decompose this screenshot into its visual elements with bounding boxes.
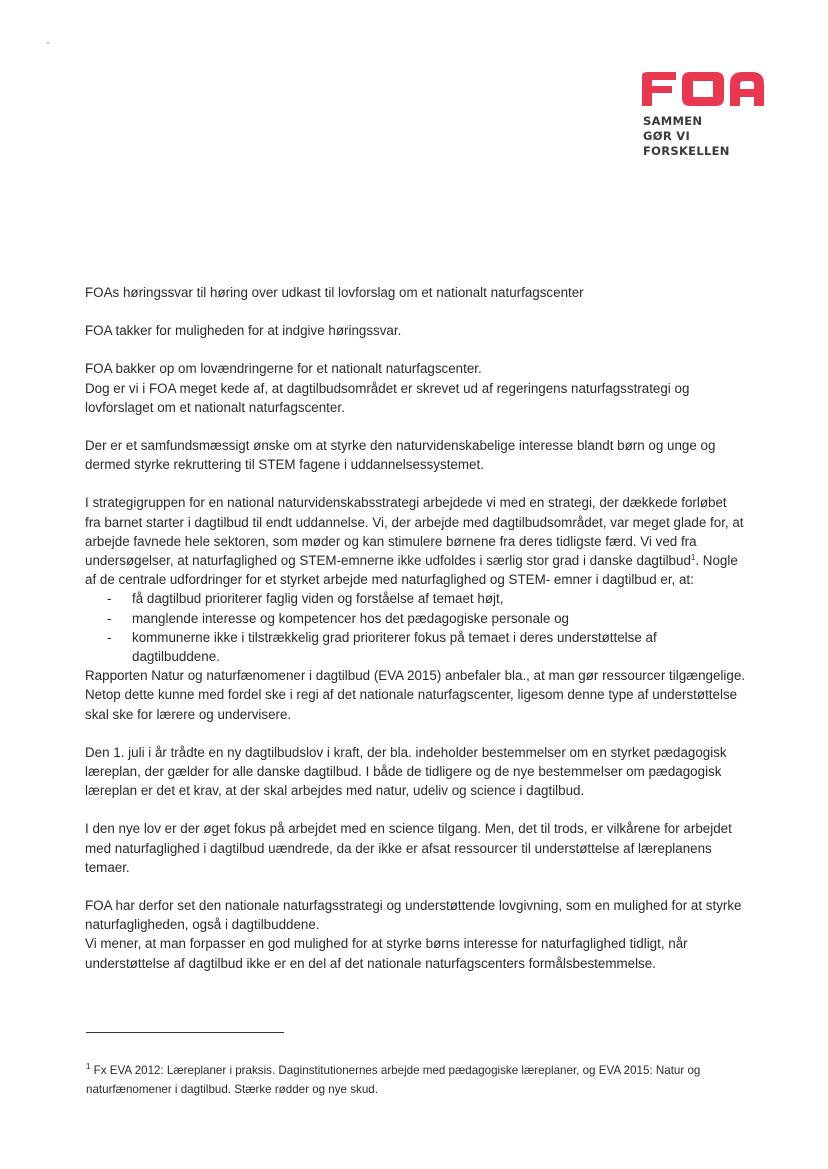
- paragraph-eva-report: Rapporten Natur og naturfænomener i dagtilbud (EVA 2015) anbefaler bla., at man gør ressourcer tilgængelige. Netop dette kunne med fordel ske i regi af det nationale naturfagscenter, ligesom denne type af understøttelse skal ske for lærere og undervisere.: [85, 668, 745, 722]
- logo-tagline: [640, 114, 770, 159]
- list-item-text: få dagtilbud prioriterer faglig viden og forståelse af temaet højt,: [132, 591, 504, 607]
- logo-tagline-line1: SAMMEN: [643, 114, 703, 128]
- list-item: [85, 628, 745, 666]
- list-item-text: kommunerne ikke i tilstrækkelig grad prioriterer fokus på temaet i deres understøttelse af dagtilbuddene.: [132, 629, 657, 665]
- paragraph-support-line2: Dog er vi i FOA meget kede af, at dagtilbudsområdet er skrevet ud af regeringens naturfagsstrategi og lovforslaget om et nationalt naturfagscenter.: [85, 380, 690, 415]
- footnote-marker: 1: [86, 1062, 91, 1071]
- paragraph-conclusion: [85, 896, 745, 973]
- strategy-text-after-ref: . Nogle af de centrale udfordringer for et styrket arbejde med naturfaglighed og STEM- emner i dagtilbud er, at:: [85, 553, 738, 588]
- foa-wordmark-icon: [640, 70, 766, 108]
- paragraph-conclusion-line2: Vi mener, at man forpasser en god mulighed for at styrke børns interesse for naturfaglighed tidligt, når understøttelse af dagtilbud ikke er en del af det nationale naturfagscenters formålsbestemmelse.: [85, 936, 688, 971]
- paragraph-support: [85, 359, 745, 417]
- logo-tagline-line2: GØR VI FORSKELLEN: [643, 129, 730, 158]
- paragraph-strategy-group: [85, 493, 745, 589]
- footnote-reference: 1: [690, 553, 696, 563]
- list-item-text: manglende interesse og kompetencer hos det pædagogiske personale og: [132, 610, 569, 626]
- letter-body: [85, 283, 745, 992]
- scan-speck: [47, 42, 49, 44]
- letter-title: FOAs høringssvar til høring over udkast til lovforslag om et nationalt naturfagscenter: [85, 285, 584, 300]
- paragraph-conclusion-line1: FOA har derfor set den nationale naturfagsstrategi og understøttende lovgivning, som en mulighed for at styrke naturfagligheden, også i dagtilbuddene.: [85, 898, 742, 933]
- footnote-separator: [86, 1032, 284, 1033]
- list-item: [85, 609, 745, 628]
- footnote-text: Fx EVA 2012: Læreplaner i praksis. Daginstitutionernes arbejde med pædagogiske læreplaner, og EVA 2015: Natur og naturfænomener i dagtilbud. Stærke rødder og nye skud.: [86, 1064, 701, 1096]
- paragraph-new-law: Den 1. juli i år trådte en ny dagtilbudslov i kraft, der bla. indeholder bestemmelser om en styrket pædagogisk læreplan, der gælder for alle danske dagtilbud. I både de tidligere og de nye bestemmelser om pædagogisk læreplan er det et krav, at der skal arbejdes med natur, udeliv og science i dagtilbud.: [85, 744, 727, 799]
- footnote: [86, 1061, 751, 1099]
- paragraph-societal-wish: Der er et samfundsmæssigt ønske om at styrke den naturvidenskabelige interesse blandt børn og unge og dermed styrke rekruttering til STEM fagene i uddannelsessystemet.: [85, 438, 716, 473]
- logo-wordmark-text: [640, 159, 641, 160]
- list-dash: -: [107, 629, 112, 645]
- strategy-text-before-ref: I strategigruppen for en national naturvidenskabsstrategi arbejdede vi med en strategi, der dækkede forløbet fra barnet starter i dagtilbud til endt uddannelse. Vi, der arbejde med dagtilbudsområdet, var meget glade for, at arbejde favnede hele sektoren, som møder og kan stimulere børnene fra deres tidligste færd. Vi ved fra undersøgelser, at naturfaglighed og STEM-emnerne ikke udfoldes i særlig stor grad i danske dagtilbud: [85, 495, 744, 569]
- paragraph-science-focus: I den nye lov er der øget fokus på arbejdet med en science tilgang. Men, det til trods, er vilkårene for arbejdet med naturfaglighed i dagtilbud uændrede, da der ikke er afsat ressourcer til understøttelse af læreplanens temaer.: [85, 821, 732, 875]
- paragraph-thanks: FOA takker for muligheden for at indgive høringssvar.: [85, 323, 402, 339]
- foa-logo: [640, 70, 770, 159]
- paragraph-support-line1: FOA bakker op om lovændringerne for et nationalt naturfagscenter.: [85, 361, 482, 377]
- challenges-list: [85, 589, 745, 666]
- list-item: [85, 589, 745, 608]
- list-dash: -: [107, 591, 112, 607]
- list-dash: -: [107, 610, 112, 626]
